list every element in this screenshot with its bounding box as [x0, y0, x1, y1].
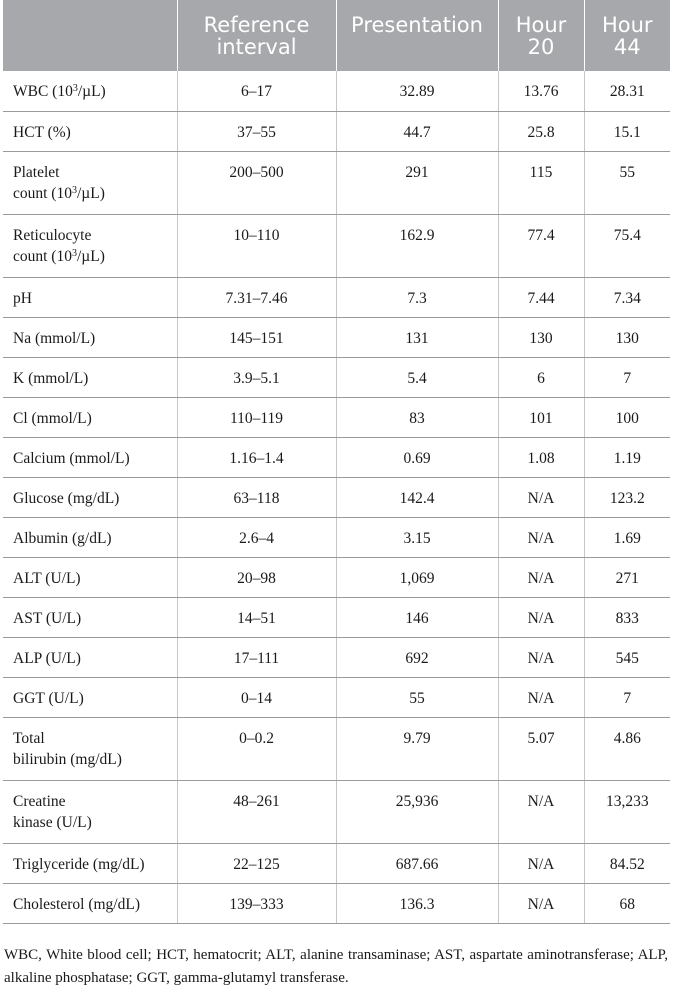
cell-presentation: 131	[336, 317, 498, 357]
cell-presentation: 83	[336, 397, 498, 437]
row-label	[3, 71, 177, 111]
cell-hour-20: 77.4	[498, 214, 584, 277]
table-row	[3, 597, 670, 637]
label-text: Na (mmol/L)	[13, 329, 96, 347]
label-text-end: /µL)	[76, 247, 105, 265]
cell-hour-44: 13,233	[584, 780, 670, 843]
row-label	[3, 151, 177, 214]
label-text: Triglyceride (mg/dL)	[13, 855, 145, 873]
header-line: Hour	[515, 13, 567, 37]
table-header	[3, 0, 670, 71]
cell-presentation: 136.3	[336, 883, 498, 923]
table-row	[3, 557, 670, 597]
label-text: Calcium (mmol/L)	[13, 449, 130, 467]
row-label	[3, 397, 177, 437]
cell-hour-44: 4.86	[584, 717, 670, 780]
table-row	[3, 477, 670, 517]
header-line: interval	[216, 35, 297, 59]
cell-reference-interval: 10–110	[177, 214, 336, 277]
cell-presentation: 25,936	[336, 780, 498, 843]
row-label	[3, 843, 177, 883]
cell-reference-interval: 0–14	[177, 677, 336, 717]
cell-hour-44: 7.34	[584, 277, 670, 317]
label-text-line2: count (10	[13, 247, 72, 265]
cell-presentation: 55	[336, 677, 498, 717]
table-row	[3, 843, 670, 883]
label-text: HCT (%)	[13, 123, 71, 141]
cell-hour-44: 75.4	[584, 214, 670, 277]
cell-presentation: 7.3	[336, 277, 498, 317]
cell-hour-44: 1.69	[584, 517, 670, 557]
cell-presentation: 1,069	[336, 557, 498, 597]
cell-hour-20: N/A	[498, 637, 584, 677]
cell-hour-20: N/A	[498, 477, 584, 517]
cell-hour-20: N/A	[498, 677, 584, 717]
header-line: Hour	[601, 13, 653, 37]
header-hour-44	[584, 0, 670, 71]
header-hour-20	[498, 0, 584, 71]
cell-hour-20: 115	[498, 151, 584, 214]
row-label	[3, 317, 177, 357]
cell-reference-interval: 37–55	[177, 111, 336, 151]
cell-reference-interval: 3.9–5.1	[177, 357, 336, 397]
label-text: WBC (10	[13, 83, 73, 100]
cell-hour-20: 13.76	[498, 71, 584, 111]
cell-hour-44: 100	[584, 397, 670, 437]
label-text: GGT (U/L)	[13, 689, 84, 707]
row-label	[3, 437, 177, 477]
cell-reference-interval: 200–500	[177, 151, 336, 214]
label-text: Glucose (mg/dL)	[13, 489, 120, 507]
cell-hour-20: 1.08	[498, 437, 584, 477]
cell-hour-44: 833	[584, 597, 670, 637]
row-label	[3, 597, 177, 637]
cell-hour-44: 545	[584, 637, 670, 677]
lab-results-table	[3, 0, 670, 924]
cell-reference-interval: 1.16–1.4	[177, 437, 336, 477]
cell-hour-44: 55	[584, 151, 670, 214]
cell-hour-44: 1.19	[584, 437, 670, 477]
table-row	[3, 883, 670, 923]
cell-hour-20: 5.07	[498, 717, 584, 780]
cell-presentation: 3.15	[336, 517, 498, 557]
table-row	[3, 717, 670, 780]
cell-reference-interval: 22–125	[177, 843, 336, 883]
cell-hour-20: N/A	[498, 597, 584, 637]
table-row	[3, 677, 670, 717]
cell-hour-20: 6	[498, 357, 584, 397]
cell-hour-20: 101	[498, 397, 584, 437]
table-row	[3, 397, 670, 437]
header-reference-interval	[177, 0, 336, 71]
label-superscript: 3	[72, 83, 78, 94]
cell-hour-44: 68	[584, 883, 670, 923]
table-row	[3, 317, 670, 357]
cell-reference-interval: 48–261	[177, 780, 336, 843]
label-text: Cholesterol (mg/dL)	[13, 895, 140, 913]
cell-reference-interval: 20–98	[177, 557, 336, 597]
cell-hour-20: N/A	[498, 843, 584, 883]
label-text: Creatine	[13, 792, 66, 810]
cell-hour-20: N/A	[498, 883, 584, 923]
cell-hour-20: 130	[498, 317, 584, 357]
cell-presentation: 9.79	[336, 717, 498, 780]
label-text: AST (U/L)	[13, 609, 82, 627]
table-row	[3, 111, 670, 151]
cell-hour-44: 7	[584, 357, 670, 397]
row-label	[3, 677, 177, 717]
row-label	[3, 357, 177, 397]
cell-hour-44: 271	[584, 557, 670, 597]
label-text: K (mmol/L)	[13, 369, 89, 387]
cell-presentation: 291	[336, 151, 498, 214]
cell-reference-interval: 14–51	[177, 597, 336, 637]
table-row	[3, 637, 670, 677]
label-text-line2: count (10	[13, 184, 72, 202]
cell-hour-20: N/A	[498, 517, 584, 557]
label-text-end: /µL)	[76, 184, 105, 202]
row-label	[3, 277, 177, 317]
row-label	[3, 111, 177, 151]
cell-hour-44: 28.31	[584, 71, 670, 111]
cell-presentation: 5.4	[336, 357, 498, 397]
cell-reference-interval: 0–0.2	[177, 717, 336, 780]
row-label	[3, 883, 177, 923]
table-row	[3, 437, 670, 477]
header-line: 44	[613, 35, 641, 59]
cell-hour-44: 123.2	[584, 477, 670, 517]
table-row	[3, 277, 670, 317]
cell-hour-44: 15.1	[584, 111, 670, 151]
cell-presentation: 142.4	[336, 477, 498, 517]
row-label	[3, 637, 177, 677]
lab-results-table-container	[3, 0, 670, 924]
label-text: Total	[13, 729, 45, 747]
cell-presentation: 32.89	[336, 71, 498, 111]
cell-presentation: 687.66	[336, 843, 498, 883]
label-text-line2: bilirubin (mg/dL)	[13, 750, 122, 768]
label-text: pH	[13, 289, 32, 307]
label-text-line2: kinase (U/L)	[13, 813, 92, 831]
table-row	[3, 357, 670, 397]
label-text: ALT (U/L)	[13, 569, 81, 587]
table-footnote: WBC, White blood cell; HCT, hematocrit; ALT, alanine transaminase; AST, aspartate aminotransferase; ALP, alkaline phosphatase; GGT, gamma-glutamyl transferase.	[4, 947, 668, 986]
row-label	[3, 517, 177, 557]
cell-hour-20: N/A	[498, 780, 584, 843]
table-row	[3, 517, 670, 557]
cell-presentation: 162.9	[336, 214, 498, 277]
cell-reference-interval: 145–151	[177, 317, 336, 357]
header-line: 20	[527, 35, 555, 59]
cell-hour-20: N/A	[498, 557, 584, 597]
cell-hour-44: 130	[584, 317, 670, 357]
label-text: ALP (U/L)	[13, 649, 81, 667]
table-body	[3, 71, 670, 923]
cell-reference-interval: 139–333	[177, 883, 336, 923]
label-text: Albumin (g/dL)	[13, 529, 112, 547]
cell-presentation: 692	[336, 637, 498, 677]
header-line: Reference	[203, 13, 310, 37]
header-presentation	[336, 0, 498, 71]
label-superscript: 3	[71, 247, 77, 259]
row-label	[3, 557, 177, 597]
cell-reference-interval: 17–111	[177, 637, 336, 677]
label-text: Reticulocyte	[13, 226, 92, 244]
row-label	[3, 717, 177, 780]
table-row	[3, 214, 670, 277]
label-text: Cl (mmol/L)	[13, 409, 92, 427]
cell-reference-interval: 2.6–4	[177, 517, 336, 557]
cell-hour-20: 25.8	[498, 111, 584, 151]
row-label	[3, 780, 177, 843]
cell-presentation: 0.69	[336, 437, 498, 477]
header-line: Presentation	[351, 13, 483, 37]
table-row	[3, 151, 670, 214]
cell-reference-interval: 110–119	[177, 397, 336, 437]
cell-presentation: 44.7	[336, 111, 498, 151]
cell-reference-interval: 63–118	[177, 477, 336, 517]
table-row	[3, 780, 670, 843]
cell-presentation: 146	[336, 597, 498, 637]
cell-hour-44: 7	[584, 677, 670, 717]
label-text: Platelet	[13, 163, 60, 181]
row-label	[3, 214, 177, 277]
header-parameter	[3, 0, 177, 71]
label-text-end: /µL)	[77, 83, 106, 100]
row-label	[3, 477, 177, 517]
cell-hour-20: 7.44	[498, 277, 584, 317]
label-superscript: 3	[71, 184, 77, 196]
cell-reference-interval: 6–17	[177, 71, 336, 111]
cell-reference-interval: 7.31–7.46	[177, 277, 336, 317]
table-row	[3, 71, 670, 111]
cell-hour-44: 84.52	[584, 843, 670, 883]
